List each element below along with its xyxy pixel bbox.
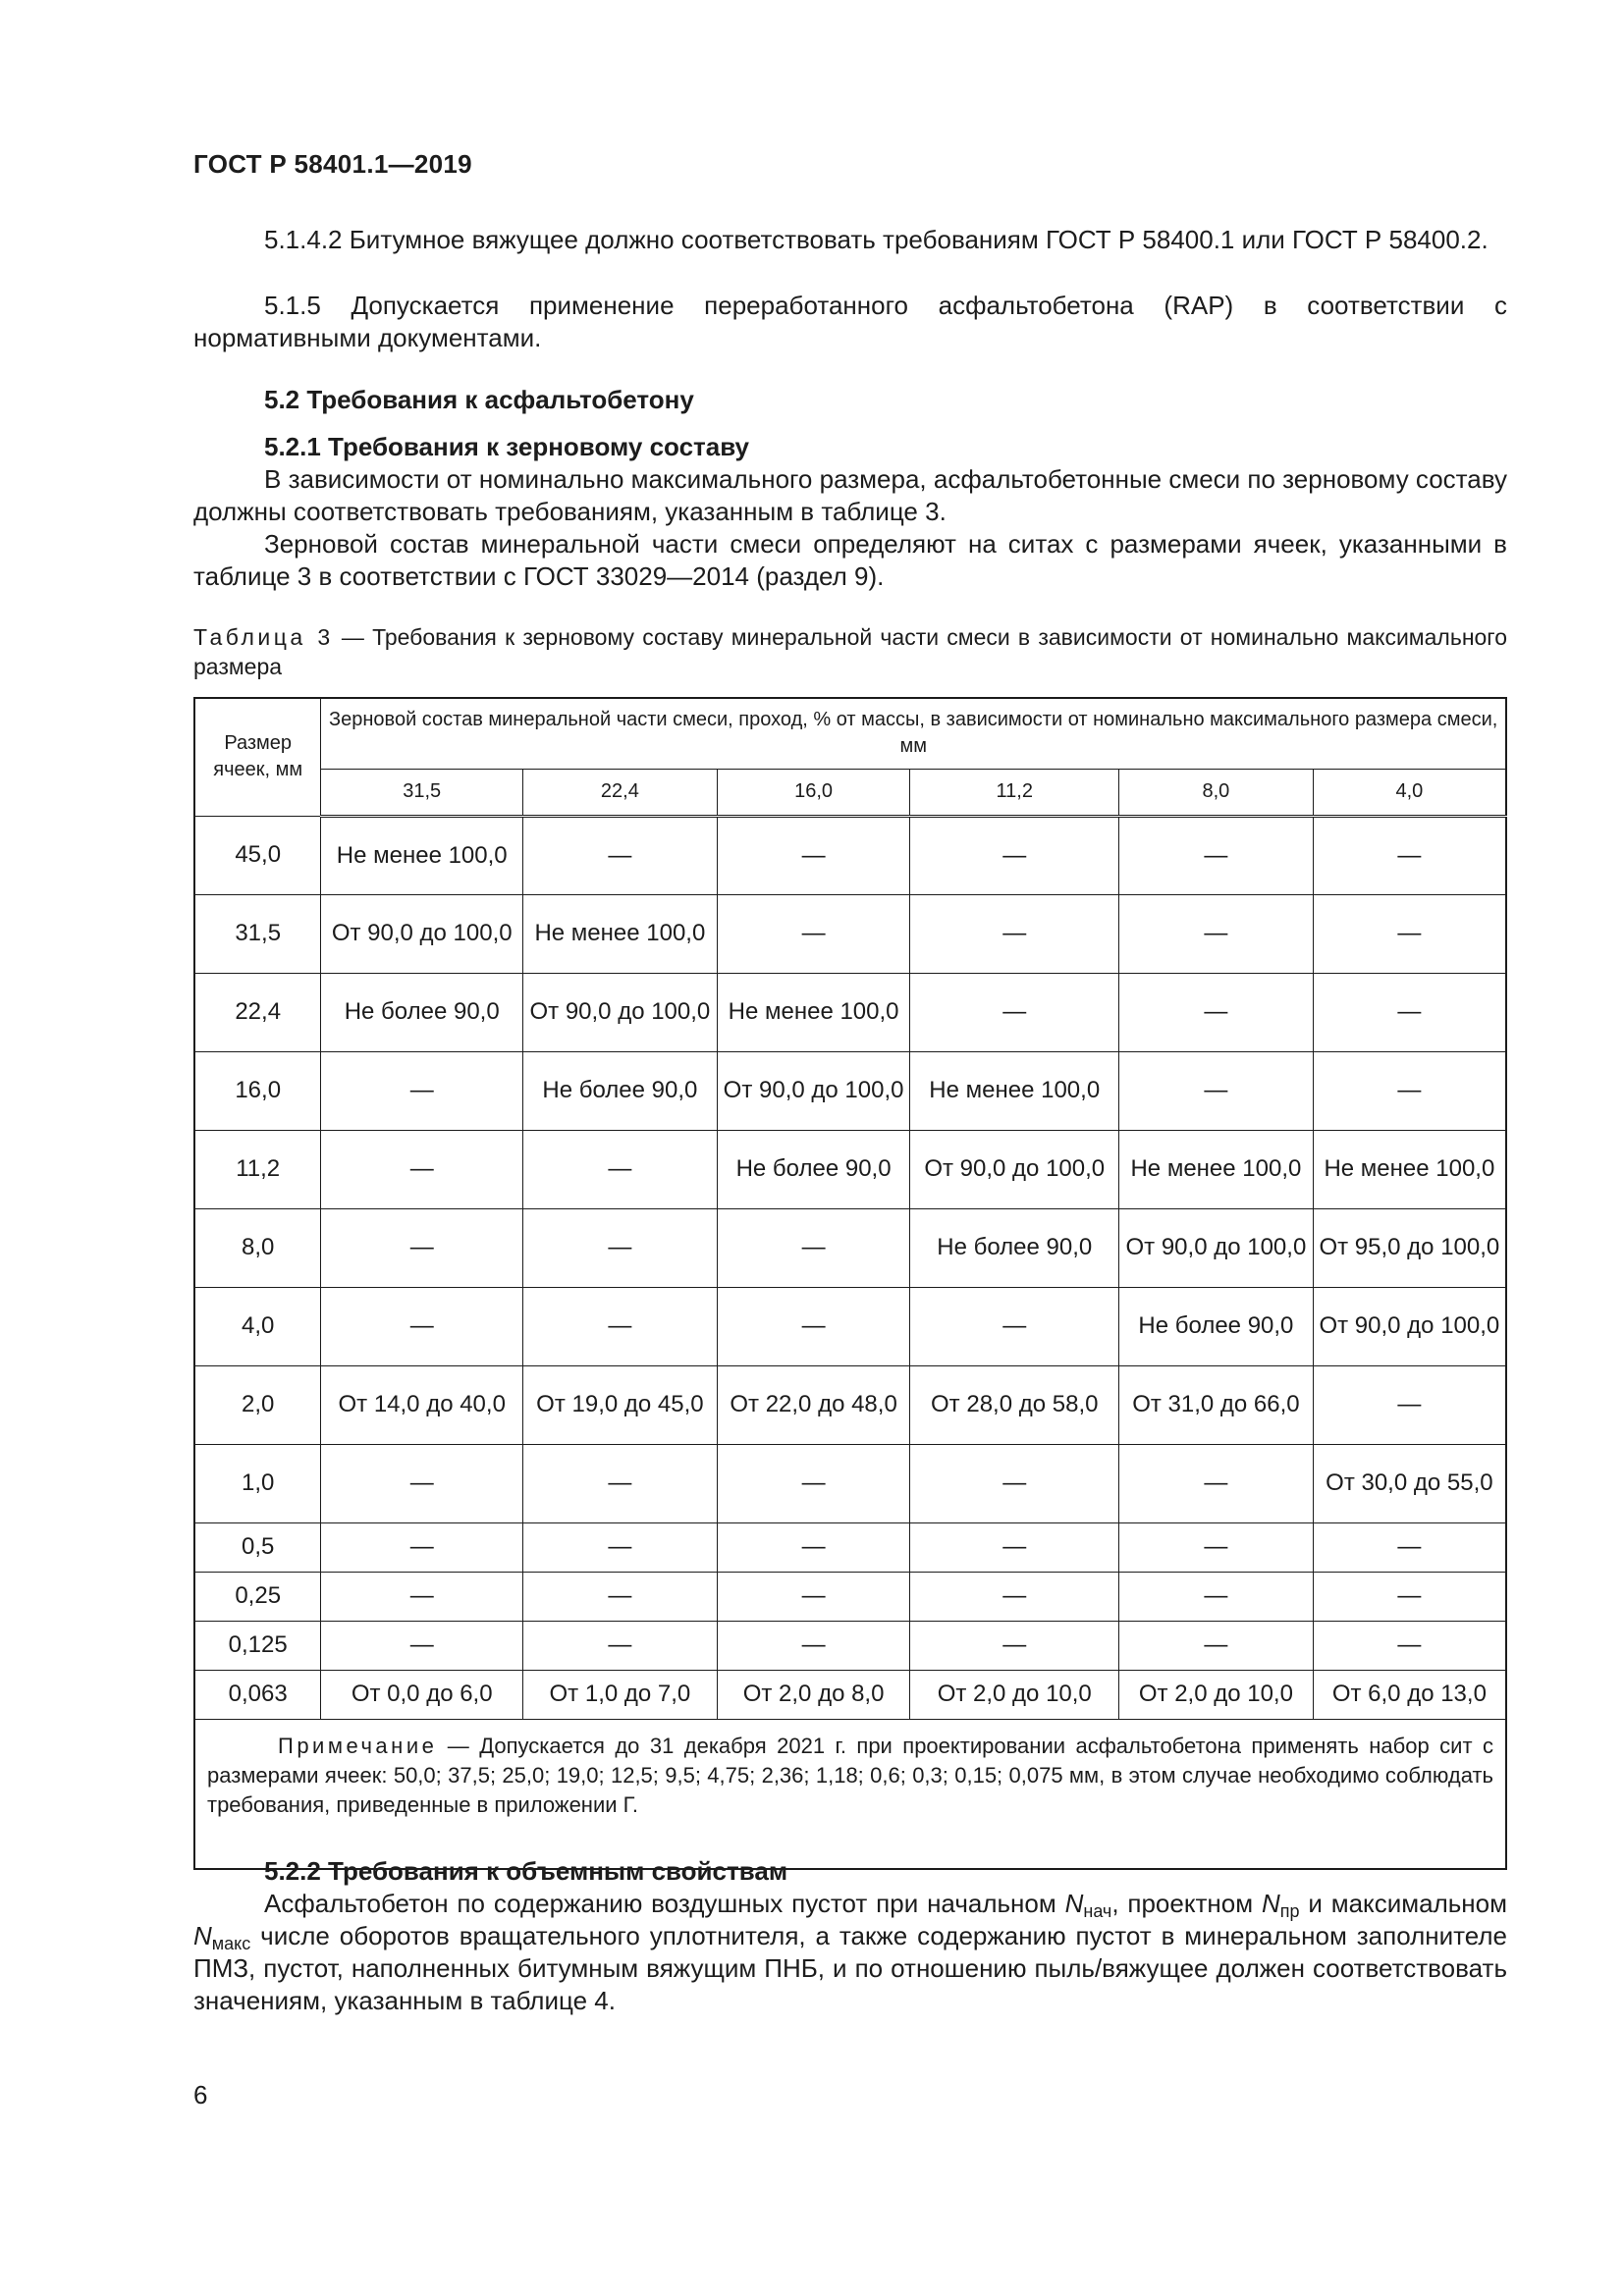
- grain-value-cell: От 30,0 до 55,0: [1313, 1444, 1506, 1522]
- grain-value-cell: Не менее 100,0: [910, 1051, 1119, 1130]
- grain-value-cell: —: [523, 1130, 718, 1208]
- grain-value-cell: —: [1313, 1621, 1506, 1670]
- table-row: [194, 894, 1506, 973]
- n-symbol: N: [193, 1921, 212, 1950]
- table-row: [194, 1051, 1506, 1130]
- grain-value-cell: —: [523, 1208, 718, 1287]
- vp-text-4: числе оборотов вращательного уплотнителя, а также содержанию пустот в минеральном заполнителе ПМЗ, пустот, наполненных битумным вяжущим ПНБ, и по отношению пыль/вяжущее должен соответствовать значениям, указанным в таблице 4.: [193, 1921, 1507, 2015]
- mesh-size-cell: 0,25: [194, 1572, 321, 1621]
- grain-value-cell: —: [1313, 1365, 1506, 1444]
- grain-value-cell: —: [321, 1621, 523, 1670]
- grain-value-cell: От 0,0 до 6,0: [321, 1670, 523, 1719]
- mesh-size-cell: 1,0: [194, 1444, 321, 1522]
- grain-value-cell: От 2,0 до 10,0: [1119, 1670, 1314, 1719]
- table-row: [194, 1621, 1506, 1670]
- grain-value-cell: От 6,0 до 13,0: [1313, 1670, 1506, 1719]
- grain-value-cell: Не менее 100,0: [717, 973, 910, 1051]
- mesh-size-cell: 0,125: [194, 1621, 321, 1670]
- table-row: [194, 1365, 1506, 1444]
- grain-value-cell: —: [1313, 1572, 1506, 1621]
- table-row: [194, 1444, 1506, 1522]
- grain-value-cell: —: [717, 1287, 910, 1365]
- grain-value-cell: От 31,0 до 66,0: [1119, 1365, 1314, 1444]
- mesh-size-cell: 4,0: [194, 1287, 321, 1365]
- note-row: [194, 1719, 1506, 1869]
- grain-value-cell: —: [910, 1287, 1119, 1365]
- grain-value-cell: —: [1313, 894, 1506, 973]
- grain-value-cell: —: [910, 973, 1119, 1051]
- grain-value-cell: От 19,0 до 45,0: [523, 1365, 718, 1444]
- document-header: ГОСТ Р 58401.1—2019: [193, 149, 472, 179]
- grain-value-cell: От 90,0 до 100,0: [321, 894, 523, 973]
- grain-value-cell: От 95,0 до 100,0: [1313, 1208, 1506, 1287]
- grain-value-cell: От 90,0 до 100,0: [1119, 1208, 1314, 1287]
- table-row: [194, 1572, 1506, 1621]
- grain-value-cell: От 90,0 до 100,0: [910, 1130, 1119, 1208]
- grain-value-cell: —: [1119, 1051, 1314, 1130]
- grain-value-cell: —: [717, 894, 910, 973]
- grain-value-cell: —: [1119, 1444, 1314, 1522]
- grain-value-cell: —: [717, 816, 910, 894]
- note-text: — Допускается до 31 декабря 2021 г. при проектировании асфальтобетона применять набор сит с размерами ячеек: 50,0; 37,5; 25,0; 19,0; 12,5; 9,5; 4,75; 2,36; 1,18; 0,6; 0,3; 0,15; 0,075 мм, в этом случае необходимо соблюдать требования, приведенные в приложении Г.: [207, 1733, 1493, 1817]
- grain-value-cell: —: [321, 1051, 523, 1130]
- paragraph-grain-sieves: Зерновой состав минеральной части смеси определяют на ситах с размерами ячеек, указанными в таблице 3 в соответствии с ГОСТ 33029—2014 (раздел 9).: [193, 529, 1507, 591]
- grain-value-cell: От 1,0 до 7,0: [523, 1670, 718, 1719]
- grain-value-cell: —: [1119, 894, 1314, 973]
- grain-value-cell: От 2,0 до 10,0: [910, 1670, 1119, 1719]
- grain-value-cell: От 28,0 до 58,0: [910, 1365, 1119, 1444]
- heading-5-2-1: 5.2.1 Требования к зерновому составу: [264, 432, 750, 461]
- grain-value-cell: —: [910, 1572, 1119, 1621]
- n-symbol: N: [1261, 1889, 1280, 1918]
- subscript-nach: нач: [1083, 1901, 1112, 1921]
- mesh-size-cell: 45,0: [194, 816, 321, 894]
- grain-value-cell: От 90,0 до 100,0: [1313, 1287, 1506, 1365]
- grain-value-cell: От 90,0 до 100,0: [717, 1051, 910, 1130]
- grain-value-cell: —: [717, 1444, 910, 1522]
- paragraph-5-1-5: 5.1.5 Допускается применение переработанного асфальтобетона (RAP) в соответствии с нормативными документами.: [193, 291, 1507, 352]
- heading-5-2-2: 5.2.2 Требования к объемным свойствам: [264, 1856, 788, 1886]
- nominal-size-header: 4,0: [1313, 769, 1506, 816]
- table-caption-label: Таблица 3: [193, 624, 334, 650]
- grain-value-cell: —: [523, 1572, 718, 1621]
- grain-value-cell: —: [321, 1130, 523, 1208]
- grain-value-cell: Не менее 100,0: [1313, 1130, 1506, 1208]
- mesh-size-cell: 11,2: [194, 1130, 321, 1208]
- grain-value-cell: Не менее 100,0: [321, 816, 523, 894]
- nominal-size-header: 8,0: [1119, 769, 1314, 816]
- grain-value-cell: —: [910, 816, 1119, 894]
- grain-value-cell: —: [1119, 816, 1314, 894]
- grain-value-cell: —: [910, 1522, 1119, 1572]
- grain-value-cell: —: [523, 816, 718, 894]
- grain-value-cell: —: [717, 1208, 910, 1287]
- nominal-size-header: 16,0: [717, 769, 910, 816]
- grain-value-cell: —: [717, 1522, 910, 1572]
- grain-value-cell: —: [717, 1572, 910, 1621]
- grain-value-cell: —: [910, 894, 1119, 973]
- mesh-size-cell: 22,4: [194, 973, 321, 1051]
- table-row: [194, 816, 1506, 894]
- grain-value-cell: —: [523, 1444, 718, 1522]
- mesh-size-cell: 0,5: [194, 1522, 321, 1572]
- grain-value-cell: —: [1313, 1051, 1506, 1130]
- grain-value-cell: —: [321, 1287, 523, 1365]
- grain-value-cell: —: [321, 1444, 523, 1522]
- mesh-size-cell: 0,063: [194, 1670, 321, 1719]
- vp-text-1: Асфальтобетон по содержанию воздушных пустот при начальном: [264, 1889, 1065, 1918]
- grain-value-cell: —: [1313, 1522, 1506, 1572]
- nominal-size-header-row: [194, 769, 1506, 816]
- grain-composition-table: [193, 697, 1507, 1870]
- grain-value-cell: От 2,0 до 8,0: [717, 1670, 910, 1719]
- grain-value-cell: Не более 90,0: [717, 1130, 910, 1208]
- table-row: [194, 1670, 1506, 1719]
- vp-text-3: и максимальном: [1299, 1889, 1507, 1918]
- grain-value-cell: —: [1119, 1572, 1314, 1621]
- grain-value-cell: —: [523, 1522, 718, 1572]
- grain-value-cell: —: [910, 1621, 1119, 1670]
- grain-value-cell: —: [1119, 973, 1314, 1051]
- grain-value-cell: —: [1313, 973, 1506, 1051]
- mesh-size-header: Размер ячеек, мм: [194, 698, 321, 816]
- grain-value-cell: —: [523, 1621, 718, 1670]
- table-row: [194, 973, 1506, 1051]
- table-row: [194, 1522, 1506, 1572]
- grain-value-cell: —: [523, 1287, 718, 1365]
- grain-value-cell: Не более 90,0: [321, 973, 523, 1051]
- grain-value-cell: —: [321, 1572, 523, 1621]
- grain-value-cell: —: [717, 1621, 910, 1670]
- table-row: [194, 1130, 1506, 1208]
- note-label: Примечание: [278, 1733, 438, 1758]
- nominal-size-header: 11,2: [910, 769, 1119, 816]
- grain-value-cell: От 90,0 до 100,0: [523, 973, 718, 1051]
- mesh-size-cell: 16,0: [194, 1051, 321, 1130]
- nominal-size-header: 22,4: [523, 769, 718, 816]
- grain-value-cell: —: [1119, 1621, 1314, 1670]
- paragraph-volumetric-properties: [193, 1888, 1507, 2017]
- table-header-row: [194, 698, 1506, 769]
- grain-value-cell: Не более 90,0: [910, 1208, 1119, 1287]
- table-row: [194, 1287, 1506, 1365]
- grain-value-cell: —: [321, 1522, 523, 1572]
- grain-value-cell: Не менее 100,0: [1119, 1130, 1314, 1208]
- paragraph-5-1-4-2: 5.1.4.2 Битумное вяжущее должно соответствовать требованиям ГОСТ Р 58400.1 или ГОСТ Р 58400.2.: [264, 225, 1489, 254]
- table-caption-text: — Требования к зерновому составу минеральной части смеси в зависимости от номинально максимального размера: [193, 624, 1507, 679]
- table-caption: [193, 622, 1507, 681]
- grain-value-cell: От 22,0 до 48,0: [717, 1365, 910, 1444]
- subscript-maks: макс: [211, 1934, 251, 1953]
- grain-value-cell: Не менее 100,0: [523, 894, 718, 973]
- mesh-size-cell: 31,5: [194, 894, 321, 973]
- paragraph-grain-requirement: В зависимости от номинально максимального размера, асфальтобетонные смеси по зерновому составу должны соответствовать требованиям, указанным в таблице 3.: [193, 464, 1507, 526]
- grain-value-cell: —: [910, 1444, 1119, 1522]
- table-note: [194, 1719, 1506, 1869]
- grain-value-cell: Не более 90,0: [523, 1051, 718, 1130]
- table-body: [194, 816, 1506, 1719]
- grain-value-cell: —: [1119, 1522, 1314, 1572]
- mesh-size-cell: 8,0: [194, 1208, 321, 1287]
- mesh-size-cell: 2,0: [194, 1365, 321, 1444]
- page-number: 6: [193, 2080, 208, 2109]
- grain-value-cell: От 14,0 до 40,0: [321, 1365, 523, 1444]
- heading-5-2: 5.2 Требования к асфальтобетону: [264, 385, 694, 414]
- grain-value-cell: —: [321, 1208, 523, 1287]
- grain-value-cell: —: [1313, 816, 1506, 894]
- n-symbol: N: [1064, 1889, 1084, 1918]
- grain-composition-header: Зерновой состав минеральной части смеси, проход, % от массы, в зависимости от номинально максимального размера смеси, мм: [321, 698, 1506, 769]
- subscript-pr: пр: [1279, 1901, 1300, 1921]
- nominal-size-header: 31,5: [321, 769, 523, 816]
- table-row: [194, 1208, 1506, 1287]
- vp-text-2: , проектном: [1111, 1889, 1262, 1918]
- grain-value-cell: Не более 90,0: [1119, 1287, 1314, 1365]
